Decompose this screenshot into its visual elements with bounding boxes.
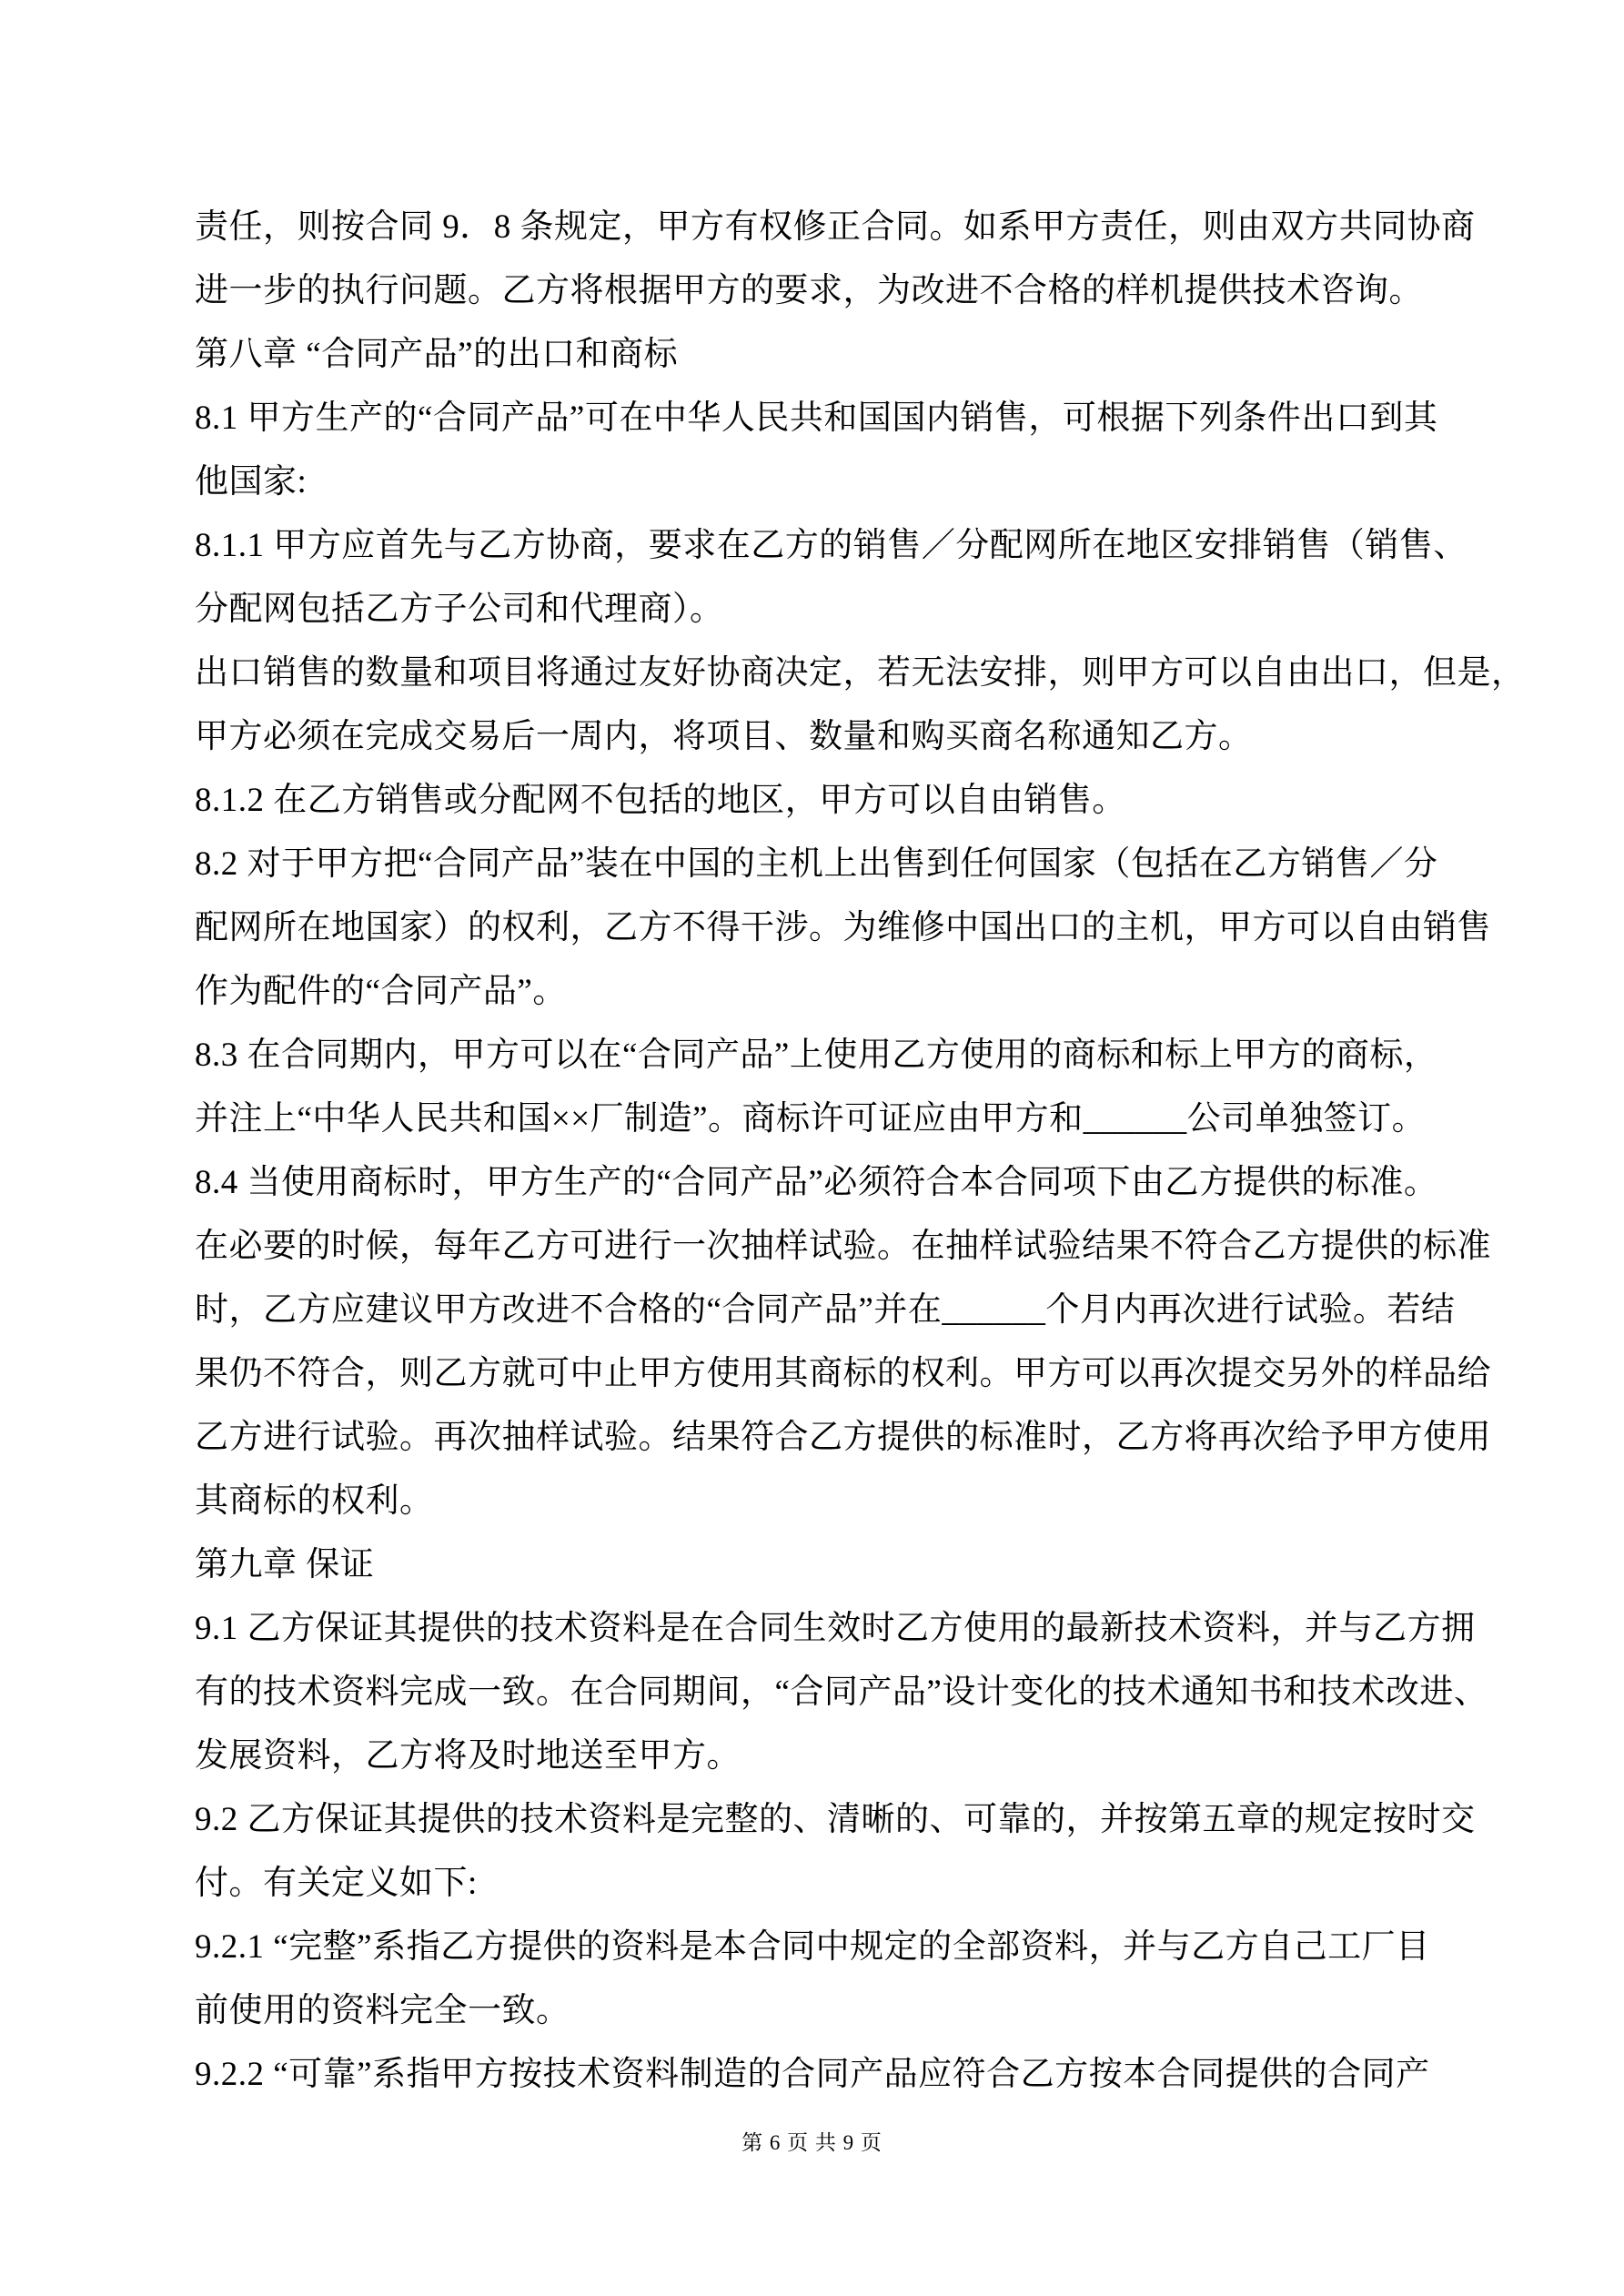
document-line: 8.1.1 甲方应首先与乙方协商，要求在乙方的销售／分配网所在地区安排销售（销售、 (195, 527, 1468, 564)
document-line: 进一步的执行问题。乙方将根据甲方的要求，为改进不合格的样机提供技术咨询。 (195, 272, 1423, 309)
document-line: 9.2.1 “完整”系指乙方提供的资料是本合同中规定的全部资料，并与乙方自己工厂目 (195, 1928, 1430, 1966)
document-line: 其商标的权利。 (195, 1482, 434, 1520)
document-line: 责任，则按合同 9．8 条规定，甲方有权修正合同。如系甲方责任，则由双方共同协商 (195, 208, 1476, 246)
contract-text-block (195, 196, 1526, 2107)
document-line: 8.4 当使用商标时，甲方生产的“合同产品”必须符合本合同项下由乙方提供的标准。 (195, 1164, 1438, 1201)
document-line: 有的技术资料完成一致。在合同期间，“合同产品”设计变化的技术通知书和技术改进、 (195, 1674, 1488, 1711)
document-line: 9.2 乙方保证其提供的技术资料是完整的、清晰的、可靠的，并按第五章的规定按时交 (195, 1801, 1476, 1838)
chapter-8-heading: 第八章 “合同产品”的出口和商标 (195, 336, 679, 373)
document-line: 时，乙方应建议甲方改进不合格的“合同产品”并在______个月内再次进行试验。若结 (195, 1291, 1456, 1329)
document-line: 9.2.2 “可靠”系指甲方按技术资料制造的合同产品应符合乙方按本合同提供的合同产 (195, 2056, 1430, 2093)
document-line: 在必要的时候，每年乙方可进行一次抽样试验。在抽样试验结果不符合乙方提供的标准 (195, 1228, 1491, 1265)
document-line: 发展资料，乙方将及时地送至甲方。 (195, 1737, 741, 1775)
document-line: 乙方进行试验。再次抽样试验。结果符合乙方提供的标准时，乙方将再次给予甲方使用 (195, 1419, 1491, 1456)
document-line: 他国家: (195, 463, 308, 501)
document-line: 配网所在地国家）的权利，乙方不得干涉。为维修中国出口的主机，甲方可以自由销售 (195, 909, 1491, 946)
document-line: 8.1 甲方生产的“合同产品”可在中华人民共和国国内销售，可根据下列条件出口到其 (195, 400, 1438, 437)
document-line: 果仍不符合，则乙方就可中止甲方使用其商标的权利。甲方可以再次提交另外的样品给 (195, 1355, 1491, 1392)
document-line: 8.3 在合同期内，甲方可以在“合同产品”上使用乙方使用的商标和标上甲方的商标， (195, 1037, 1438, 1074)
document-line: 出口销售的数量和项目将通过友好协商决定，若无法安排，则甲方可以自由出口，但是， (195, 654, 1526, 692)
document-line: 9.1 乙方保证其提供的技术资料是在合同生效时乙方使用的最新技术资料，并与乙方拥 (195, 1610, 1476, 1647)
document-line: 甲方必须在完成交易后一周内，将项目、数量和购买商名称通知乙方。 (195, 718, 1253, 755)
document-line: 付。有关定义如下: (195, 1865, 478, 1902)
document-line: 分配网包括乙方子公司和代理商）。 (195, 591, 724, 628)
document-line: 8.2 对于甲方把“合同产品”装在中国的主机上出售到任何国家（包括在乙方销售／分 (195, 845, 1438, 883)
document-line: 8.1.2 在乙方销售或分配网不包括的地区，甲方可以自由销售。 (195, 782, 1126, 819)
document-line: 前使用的资料完全一致。 (195, 1992, 570, 2029)
chapter-9-heading: 第九章 保证 (195, 1546, 375, 1583)
document-line: 作为配件的“合同产品”。 (195, 973, 567, 1010)
document-line: 并注上“中华人民共和国××厂制造”。商标许可证应由甲方和______公司单独签订。 (195, 1100, 1427, 1138)
page-number-footer: 第 6 页 共 9 页 (741, 2131, 883, 2154)
